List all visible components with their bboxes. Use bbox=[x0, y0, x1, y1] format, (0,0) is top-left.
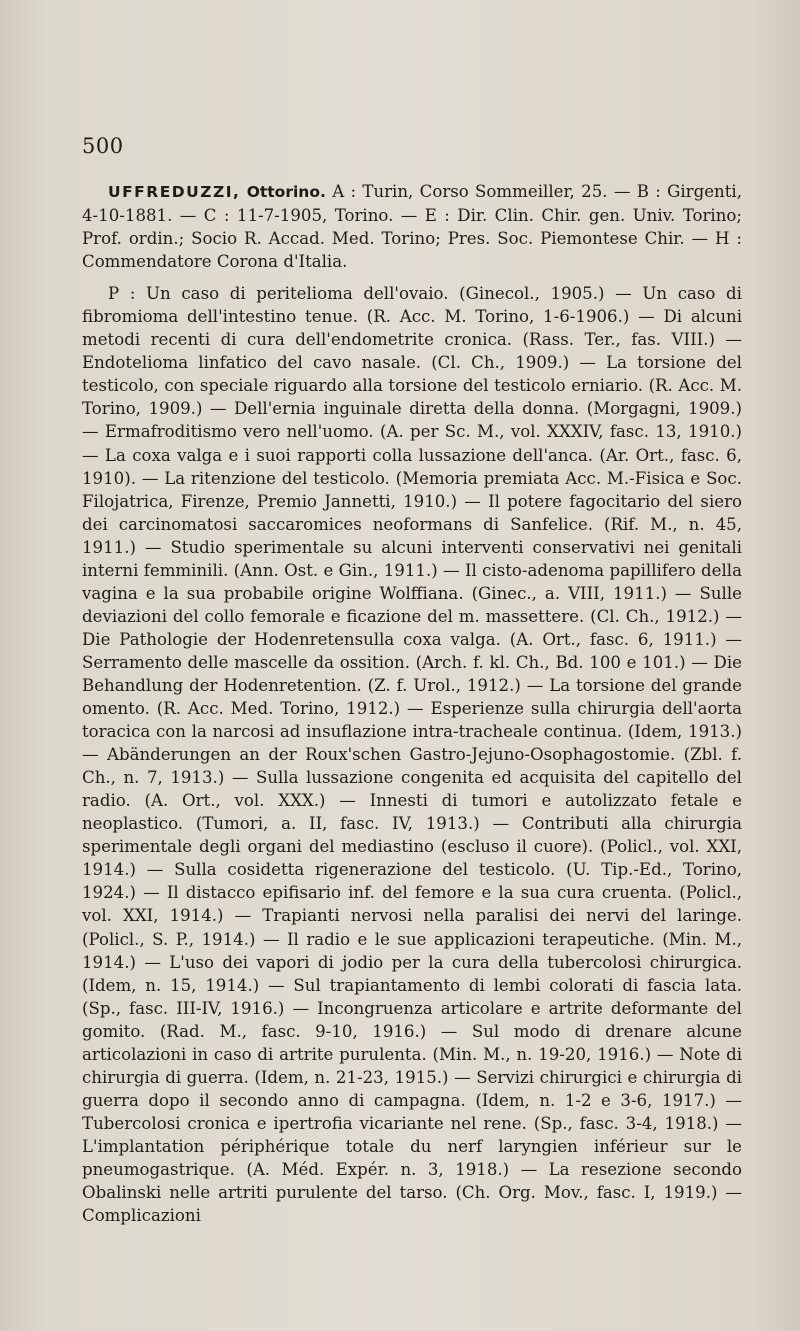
page-number: 500 bbox=[82, 134, 124, 158]
entry-surname: UFFREDUZZI, bbox=[108, 183, 241, 201]
entry-firstname: Ottorino. bbox=[246, 183, 326, 201]
biographical-entry bbox=[82, 180, 742, 1227]
entry-biography bbox=[82, 180, 742, 273]
entry-publications: P : Un caso di peritelioma dell'ovaio. (Ginecol., 1905.) — Un caso di fibromioma dell'intestino tenue. (R. Acc. M. Torino, 1-6-1906.) — Di alcuni metodi recenti di cura dell'endometrite cronica. (Rass. Ter., fas. VIII.) — Endotelioma linfatico del cavo nasale. (Cl. Ch., 1909.) — La torsione del testicolo, con speciale riguardo alla torsione del testicolo erniario. (R. Acc. M. Torino, 1909.) — Dell'ernia inguinale diretta della donna. (Morgagni, 1909.) — Ermafroditismo vero nell'uomo. (A. per Sc. M., vol. XXXIV, fasc. 13, 1910.) — La coxa valga e i suoi rapporti colla lussazione dell'anca. (Ar. Ort., fasc. 6, 1910). — La ritenzione del testicolo. (Memoria premiata Acc. M.-Fisica e Soc. Filojatrica, Firenze, Premio Jannetti, 1910.) — Il potere fagocitario del siero dei carcinomatosi saccaromices neoformans di Sanfelice. (Rif. M., n. 45, 1911.) — Studio sperimentale su alcuni interventi conservativi nei genitali interni femminili. (Ann. Ost. e Gin., 1911.) — Il cisto-adenoma papillifero della vagina e la sua probabile origine Wolffiana. (Ginec., a. VIII, 1911.) — Sulle deviazioni del collo femorale e ficazione del m. massettere. (Cl. Ch., 1912.) — Die Pathologie der Hodenretensulla coxa valga. (A. Ort., fasc. 6, 1911.) — Serramento delle mascelle da ossition. (Arch. f. kl. Ch., Bd. 100 e 101.) — Die Behandlung der Hodenretention. (Z. f. Urol., 1912.) — La torsione del grande omento. (R. Acc. Med. Torino, 1912.) — Esperienze sulla chirurgia dell'aorta toracica con la narcosi ad insuflazione intra-tracheale continua. (Idem, 1913.) — Abänderungen an der Roux'schen Gastro-Jejuno-Osophagostomie. (Zbl. f. Ch., n. 7, 1913.) — Sulla lussazione congenita ed acquisita del capitello del radio. (A. Ort., vol. XXX.) — Innesti di tumori e autolizzato fetale e neoplastico. (Tumori, a. II, fasc. IV, 1913.) — Contributi alla chirurgia sperimentale degli organi del mediastino (escluso il cuore). (Policl., vol. XXI, 1914.) — Sulla cosidetta rigenerazione del testicolo. (U. Tip.-Ed., Torino, 1924.) — Il distacco epifisario inf. del femore e la sua cura cruenta. (Policl., vol. XXI, 1914.) — Trapianti nervosi nella paralisi dei nervi del laringe. (Policl., S. P., 1914.) — Il radio e le sue applicazioni terapeutiche. (Min. M., 1914.) — L'uso dei vapori di jodio per la cura della tubercolosi chirurgica. (Idem, n. 15, 1914.) — Sul trapiantamento di lembi colorati di fascia lata. (Sp., fasc. III-IV, 1916.) — Incongruenza articolare e artrite deformante del gomito. (Rad. M., fasc. 9-10, 1916.) — Sul modo di drenare alcune articolazioni in caso di artrite purulenta. (Min. M., n. 19-20, 1916.) — Note di chirurgia di guerra. (Idem, n. 21-23, 1915.) — Servizi chirurgici e chirurgia di guerra dopo il secondo anno di campagna. (Idem, n. 1-2 e 3-6, 1917.) — Tubercolosi cronica e ipertrofia vicariante nel rene. (Sp., fasc. 3-4, 1918.) — L'implantation périphérique totale du nerf laryngien inférieur sur le pneumogastrique. (A. Méd. Expér. n. 3, 1918.) — La resezione secondo Obalinski nelle artriti purulente del tarso. (Ch. Org. Mov., fasc. I, 1919.) — Complicazioni bbox=[82, 284, 742, 1226]
entry-bio-text: A : Turin, Corso Sommeiller, 25. — B : Girgenti, 4-10-1881. — C : 11-7-1905, Torino. — E : Dir. Clin. Chir. gen. Univ. Torino; Prof. ordin.; Socio R. Accad. Med. Torino; Pres. Soc. Piemontese Chir. — H : Commendatore Corona d'Italia. bbox=[82, 182, 742, 272]
